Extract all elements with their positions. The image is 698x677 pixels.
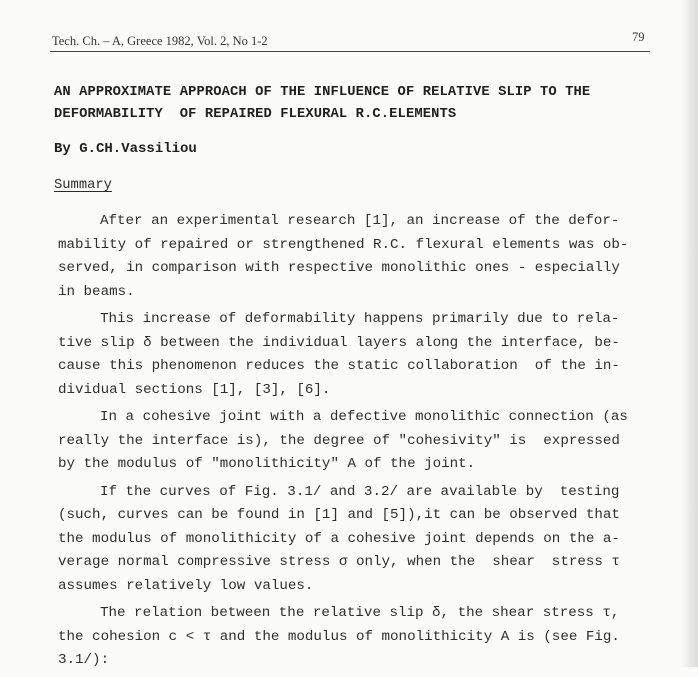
text-line: This increase of deformability happens primarily due to rela- (100, 311, 620, 327)
text-line: If the curves of Fig. 3.1/ and 3.2/ are available by testing (100, 483, 620, 500)
text-line: dividual sections [1], [3], [6]. (58, 381, 331, 398)
title-line: AN APPROXIMATE APPROACH OF THE INFLUENCE OF RELATIVE SLIP TO THE (54, 85, 591, 100)
text-line: by the modulus of "monolithicity" A of the joint. (58, 456, 476, 472)
paper-title (54, 82, 654, 126)
text-line: the cohesion c < τ and the modulus of monolithicity A is (see Fig. (58, 628, 620, 645)
paragraph (58, 308, 662, 402)
text-line: the modulus of monolithicity of a cohesive joint depends on the a- (58, 530, 620, 547)
header-rule (50, 51, 650, 52)
paragraph (58, 210, 662, 304)
text-line: assumes relatively low values. (58, 577, 314, 594)
paragraph (58, 481, 662, 599)
text-line: After an experimental research [1], an increase of the defor- (100, 213, 620, 229)
text-line: served, in comparison with respective monolithic ones - especially (58, 260, 620, 276)
text-line: in beams. (58, 283, 135, 300)
text-line: (such, curves can be found in [1] and [5]),it can be observed that (58, 507, 620, 523)
text-line: In a cohesive joint with a defective monolithic connection (as (100, 409, 628, 425)
paragraph (58, 406, 662, 477)
text-line: verage normal compressive stress σ only, when the shear stress τ (58, 554, 620, 570)
text-line: 3.1/): (58, 652, 110, 668)
text-line: really the interface is), the degree of "cohesivity" is expressed (58, 432, 620, 449)
text-line: cause this phenomenon reduces the static collaboration of the in- (58, 358, 620, 374)
text-line: tive slip δ between the individual layers along the interface, be- (58, 334, 620, 351)
text-line: mability of repaired or strengthened R.C. flexural elements was ob- (58, 236, 629, 253)
author-line: By G.CH.Vassiliou (54, 141, 197, 157)
text-line: The relation between the relative slip δ, the shear stress τ, (100, 605, 620, 621)
page-edge-shadow (680, 0, 698, 667)
summary-body (58, 210, 662, 677)
title-line: DEFORMABILITY OF REPAIRED FLEXURAL R.C.ELEMENTS (54, 107, 457, 122)
journal-header: Tech. Ch. – A, Greece 1982, Vol. 2, No 1-2 (52, 34, 268, 48)
summary-heading: Summary (54, 178, 112, 193)
paragraph (58, 602, 662, 673)
page-number: 79 (632, 30, 645, 44)
